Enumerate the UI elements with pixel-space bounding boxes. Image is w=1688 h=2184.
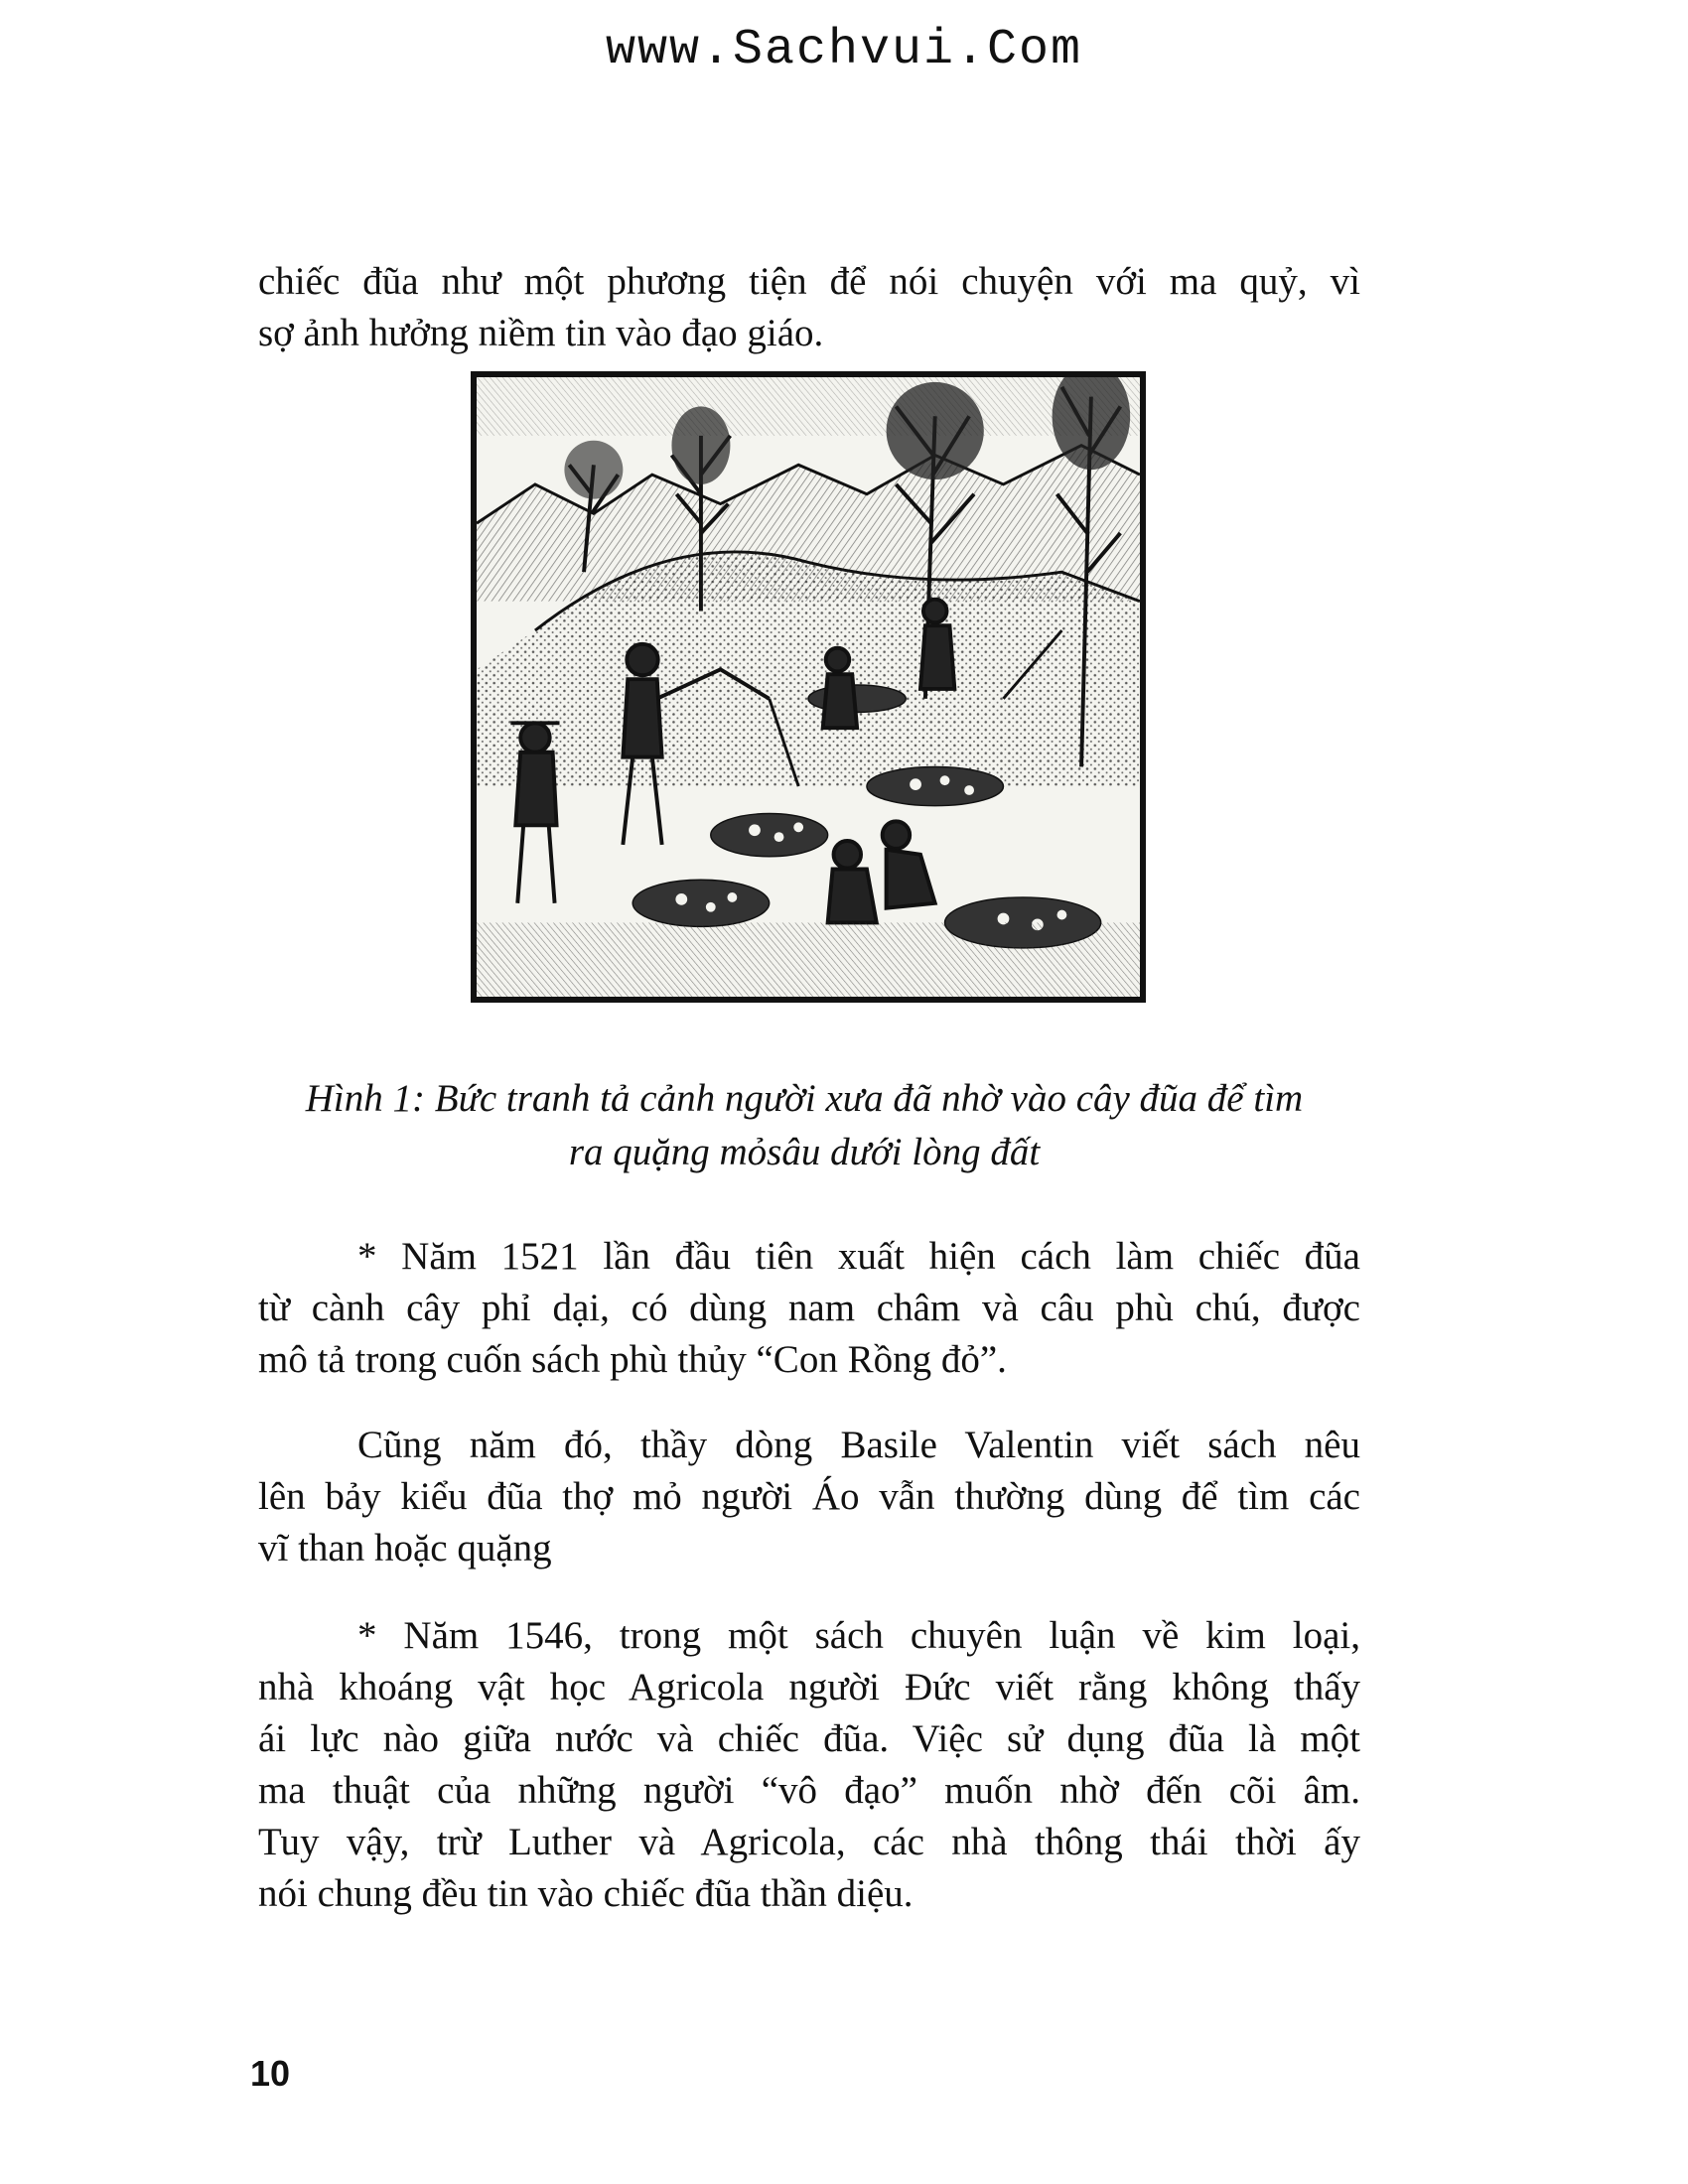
paragraph-1: [258, 1231, 1360, 1386]
text-line: từ cành cây phỉ dại, có dùng nam châm và câu phù chú, được: [258, 1287, 1360, 1329]
text-line: Tuy vậy, trừ Luther và Agricola, các nhà thông thái thời ấy: [258, 1821, 1360, 1863]
text-line: ái lực nào giữa nước và chiếc đũa. Việc sử dụng đũa là một: [258, 1717, 1360, 1760]
watermark: www.Sachvui.Com: [605, 22, 1083, 78]
text-line: sợ ảnh hưởng niềm tin vào đạo giáo.: [258, 312, 824, 354]
paragraph-2: [258, 1420, 1360, 1574]
figure-woodcut: [471, 371, 1146, 1003]
text-line: chiếc đũa như một phương tiện để nói chuyện với ma quỷ, vì: [258, 260, 1360, 303]
text-line: nói chung đều tin vào chiếc đũa thần diệu.: [258, 1872, 914, 1915]
text-line: Cũng năm đó, thầy dòng Basile Valentin viết sách nêu: [357, 1424, 1360, 1466]
text-line: ma thuật của những người “vô đạo” muốn nhờ đến cõi âm.: [258, 1769, 1360, 1812]
text-line: mô tả trong cuốn sách phù thủy “Con Rồng đỏ”.: [258, 1338, 1007, 1381]
intro-paragraph: [258, 256, 1360, 359]
paragraph-3: [258, 1610, 1360, 1920]
text-line: vĩ than hoặc quặng: [258, 1527, 552, 1570]
text-line: * Năm 1546, trong một sách chuyên luận về kim loại,: [357, 1614, 1360, 1657]
text-line: lên bảy kiểu đũa thợ mỏ người Áo vẫn thường dùng để tìm các: [258, 1475, 1360, 1518]
caption-line: Hình 1: Bức tranh tả cảnh người xưa đã nhờ vào cây đũa để tìm: [305, 1077, 1304, 1120]
page-number: 10: [250, 2053, 291, 2094]
text-line: * Năm 1521 lần đầu tiên xuất hiện cách làm chiếc đũa: [357, 1235, 1360, 1278]
woodcut-dowsing-miners-illustration: [477, 377, 1140, 997]
text-line: nhà khoáng vật học Agricola người Đức viết rằng không thấy: [258, 1666, 1360, 1708]
caption-line: ra quặng mỏsâu dưới lòng đất: [568, 1131, 1041, 1173]
figure-caption: [238, 1072, 1370, 1179]
